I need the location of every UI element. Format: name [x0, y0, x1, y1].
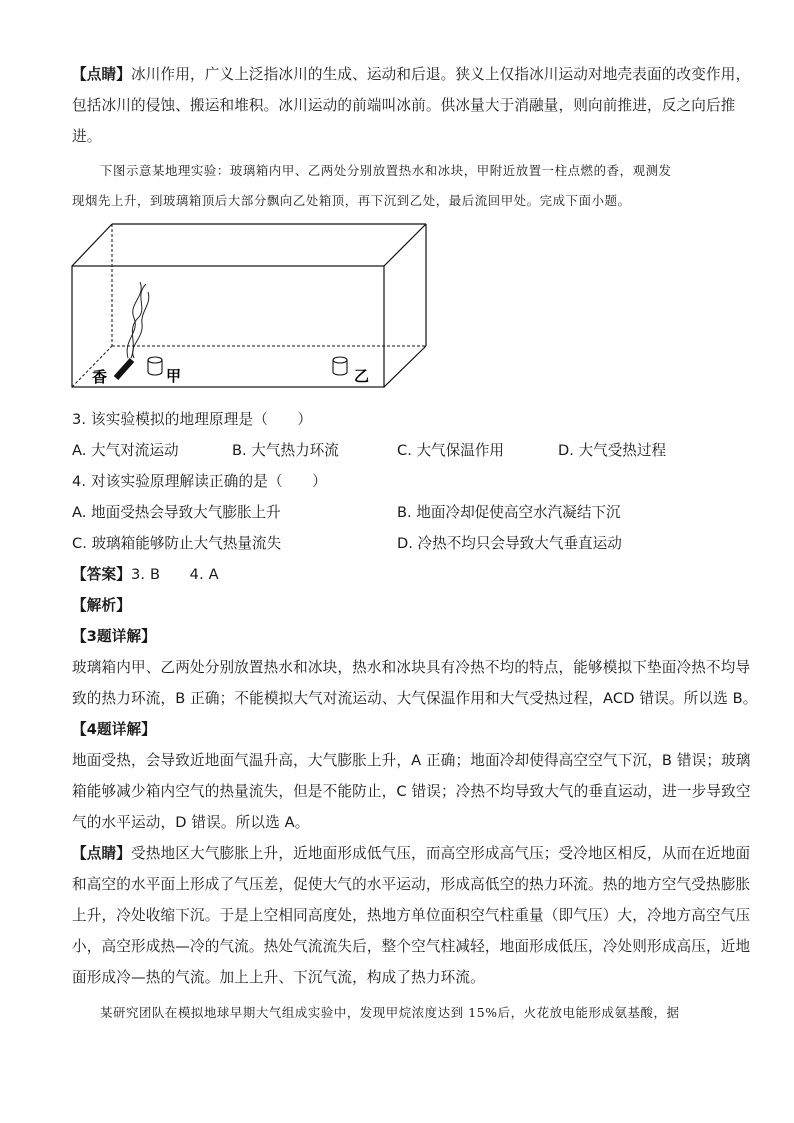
q4-option-a: A. 地面受热会导致大气膨胀上升	[72, 504, 281, 521]
glass-box-figure	[68, 222, 433, 392]
incense-icon	[116, 360, 132, 378]
q4-option-c: C. 玻璃箱能够防止大气热量流失	[72, 535, 282, 552]
note2-line4: 小，高空形成热—冷的气流。热处气流流失后，整个空气柱减轻，地面形成低压，冷处则形成高压，近地	[72, 938, 751, 955]
smoke-icon	[127, 282, 149, 358]
note2-tag: 【点睛】	[72, 845, 131, 862]
label-yi: 乙	[354, 367, 370, 385]
analysis-tag: 【解析】	[72, 597, 131, 614]
box-edge-top-left	[72, 224, 112, 266]
glass-box-diagram	[68, 222, 433, 392]
next-line1: 某研究团队在模拟地球早期大气组成实验中，发现甲烷浓度达到 15%后，火花放电能形成氨基酸，据	[100, 1005, 680, 1020]
label-jia: 甲	[166, 367, 182, 385]
note2-line5: 面形成冷—热的气流。加上上升、下沉气流，构成了热力环流。	[72, 969, 485, 986]
note2-line3: 上升，冷处收缩下沉。于是上空相同高度处，热地方单位面积空气柱重量（即气压）大，冷地方高空气压	[72, 907, 751, 924]
box-edge-top-right	[384, 224, 426, 266]
q4-option-d: D. 冷热不均只会导致大气垂直运动	[397, 535, 622, 552]
cup-yi-icon	[333, 357, 347, 375]
answer-text: 3. B 4. A	[130, 566, 219, 583]
note1-line2: 包括冰川的侵蚀、搬运和堆积。冰川运动的前端叫冰前。供冰量大于消融量，则向前推进，反之向后推	[72, 97, 736, 114]
q3-option-d: D. 大气受热过程	[558, 442, 667, 459]
answer-line	[72, 564, 724, 586]
note1-tag: 【点睛】	[72, 66, 131, 83]
detail3-line2: 致的热力环流，B 正确；不能模拟大气对流运动、大气保温作用和大气受热过程，ACD 错误。所以选 B。	[72, 690, 758, 707]
answer-tag: 【答案】	[72, 566, 131, 583]
detail3-tag: 【3题详解】	[72, 628, 157, 645]
q3-option-c: C. 大气保温作用	[397, 442, 505, 459]
q3-option-b: B. 大气热力环流	[232, 442, 339, 459]
box-edge-bottom-right	[384, 346, 426, 387]
detail4-line3: 气的水平运动，D 错误。所以选 A。	[72, 814, 310, 831]
q3-option-a: A. 大气对流运动	[72, 442, 179, 459]
note1-line3: 进。	[72, 128, 102, 145]
q4-stem: 4. 对该实验原理解读正确的是（ ）	[72, 473, 327, 490]
intro-line1: 下图示意某地理实验：玻璃箱内甲、乙两处分别放置热水和冰块，甲附近放置一柱点燃的香，观测发	[100, 163, 672, 178]
note1-line1: 【点睛】冰川作用，广义上泛指冰川的生成、运动和后退。狭义上仅指冰川运动对地壳表面的改变作用，	[72, 66, 751, 83]
note2-line1: 【点睛】受热地区大气膨胀上升，近地面形成低气压，而高空形成高气压；受冷地区相反，从而在近地面	[72, 845, 751, 862]
detail4-line2: 箱能够减少箱内空气的热量流失，但是不能防止，C 错误；冷热不均导致大气的垂直运动，进一步导致空	[72, 783, 751, 800]
cup-jia-icon	[148, 357, 162, 375]
note2-line2: 和高空的水平面上形成了气压差，促使大气的水平运动，形成高低空的热力环流。热的地方空气受热膨胀	[72, 876, 751, 893]
q4-option-b: B. 地面冷却促使高空水汽凝结下沉	[397, 504, 621, 521]
detail4-line1: 地面受热，会导致近地面气温升高，大气膨胀上升，A 正确；地面冷却使得高空空气下沉，B 错误；玻璃	[72, 752, 751, 769]
detail3-line1: 玻璃箱内甲、乙两处分别放置热水和冰块，热水和冰块具有冷热不均的特点，能够模拟下垫面冷热不均导	[72, 659, 751, 676]
detail4-tag: 【4题详解】	[72, 721, 157, 738]
label-incense: 香	[92, 368, 108, 386]
intro-line2: 现烟先上升，到玻璃箱顶后大部分飘向乙处箱顶，再下沉到乙处，最后流回甲处。完成下面小题。	[72, 193, 631, 208]
q3-stem: 3. 该实验模拟的地理原理是（ ）	[72, 411, 313, 428]
